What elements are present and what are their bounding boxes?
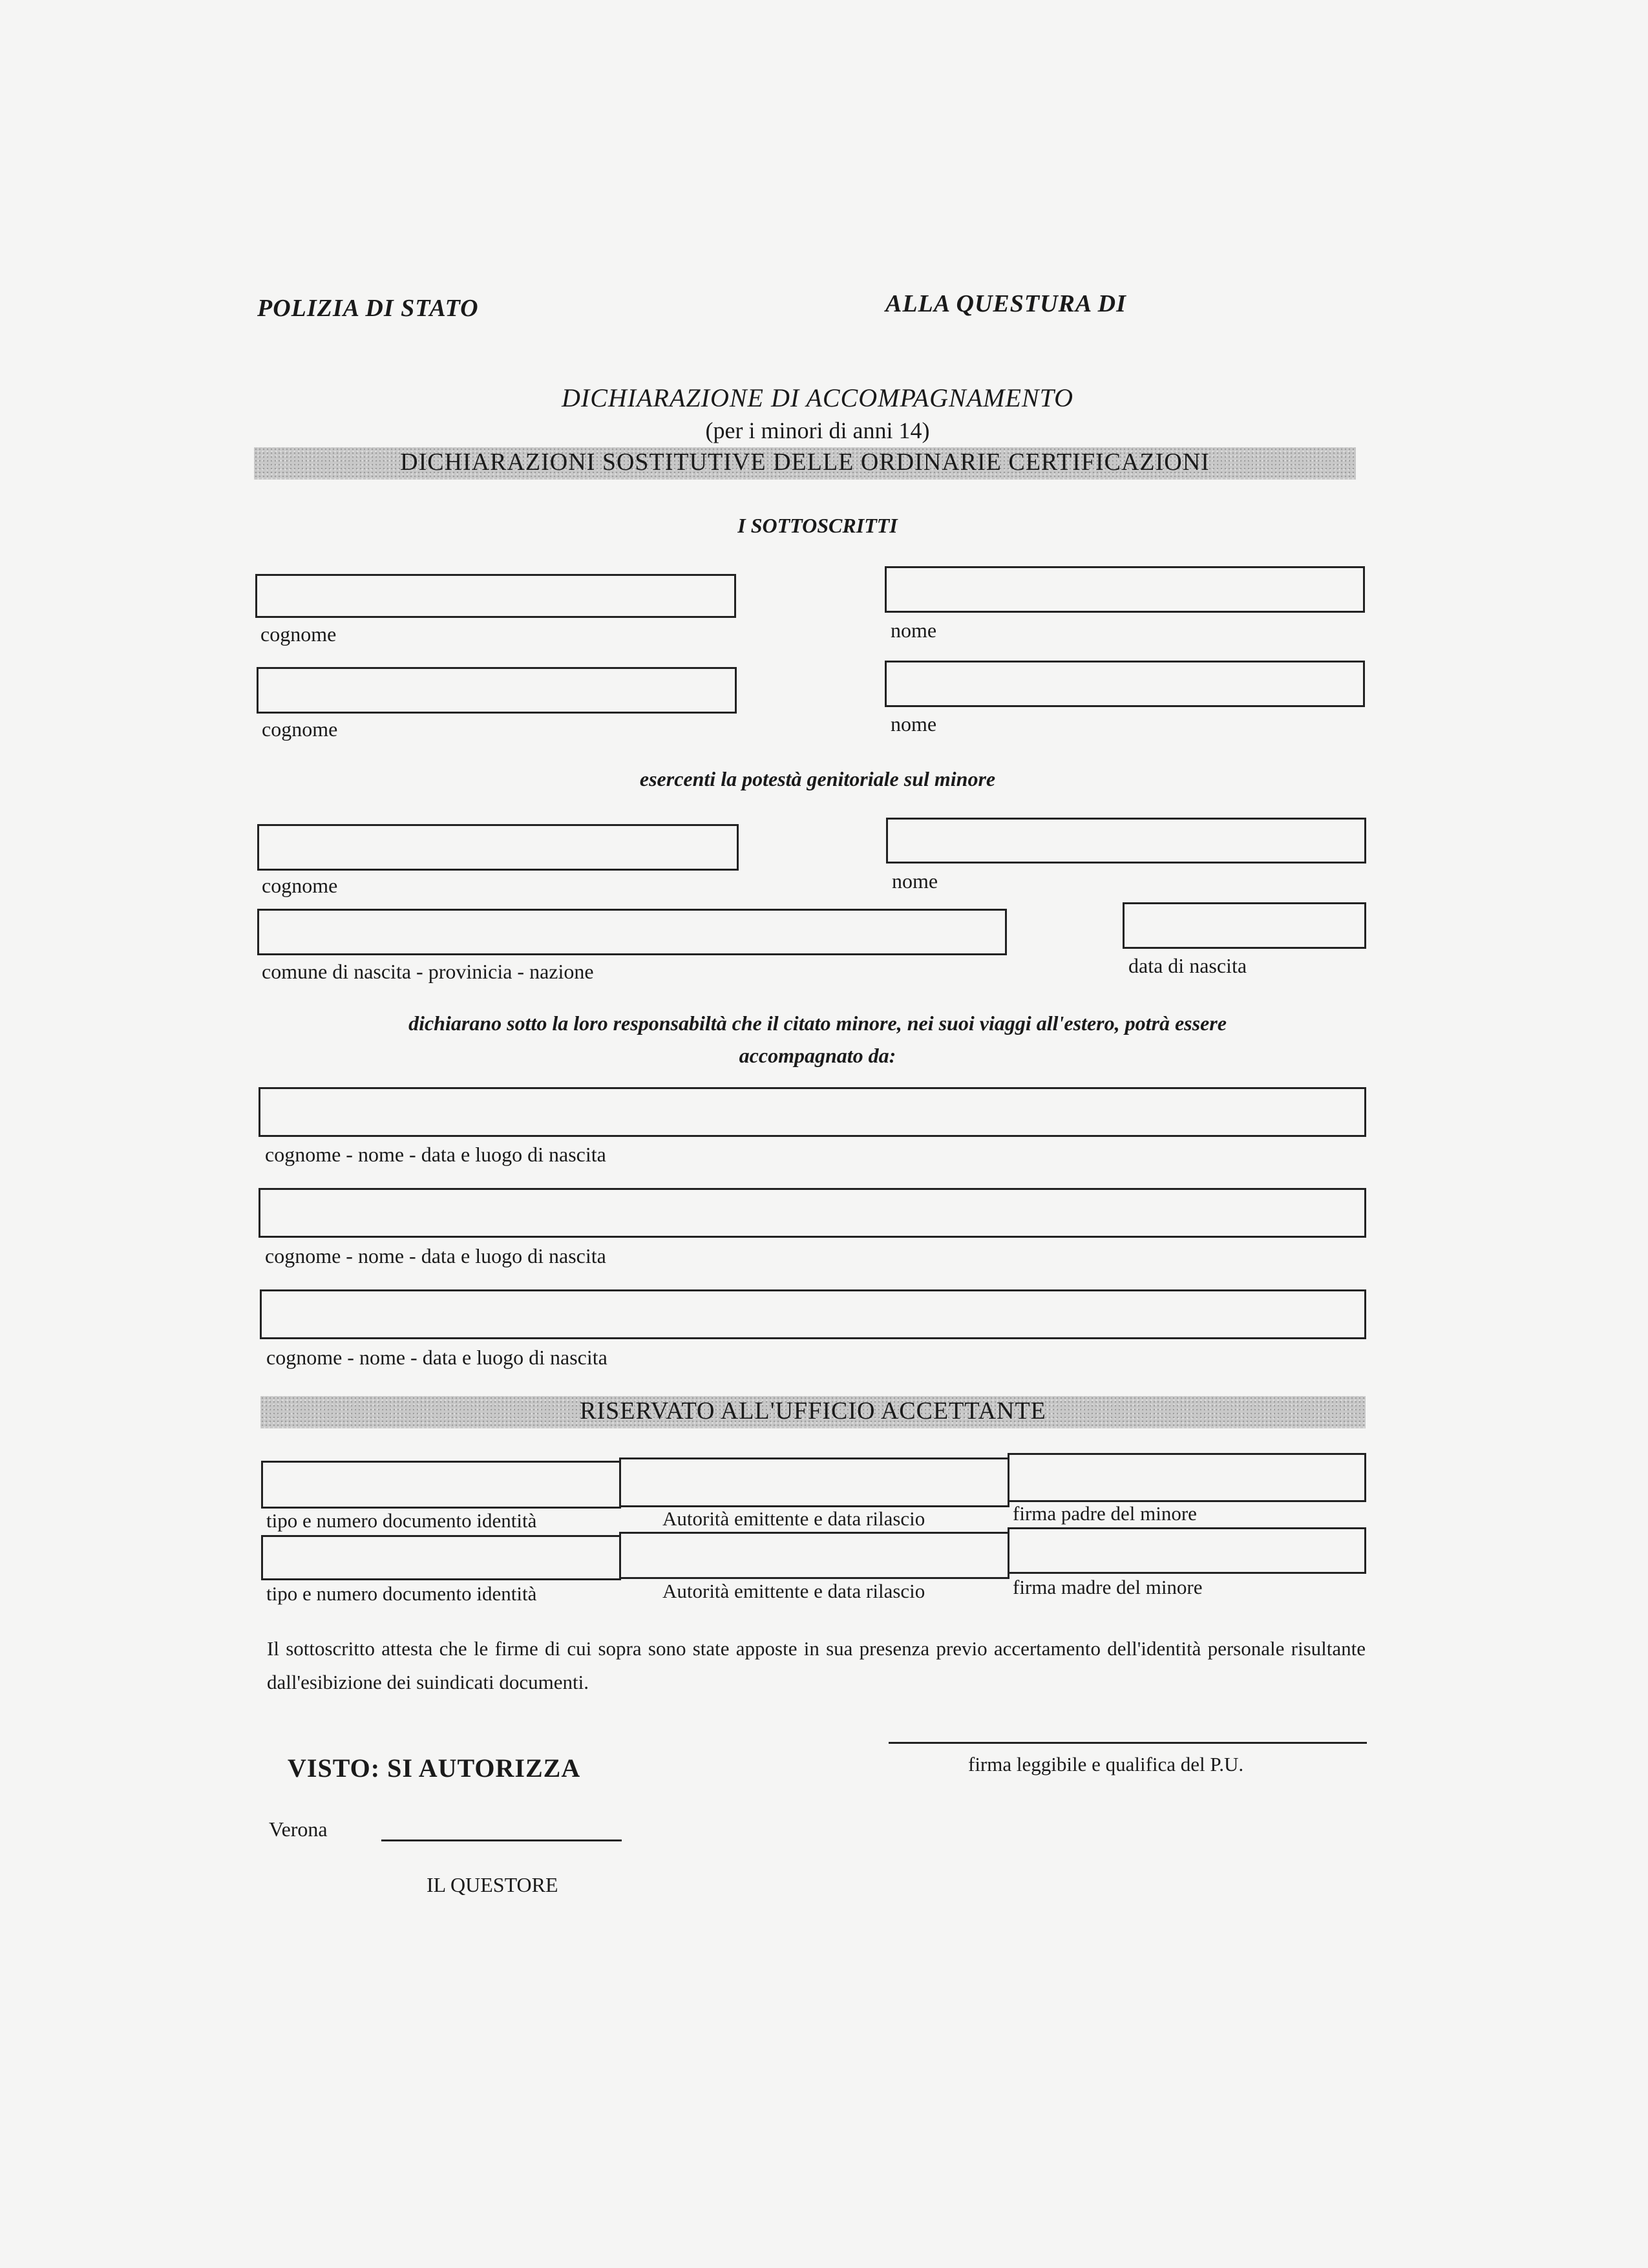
companion3-label: cognome - nome - data e luogo di nascita	[266, 1346, 607, 1369]
signer1-surname-field[interactable]	[255, 574, 736, 618]
mother-document-label: tipo e numero documento identità	[266, 1582, 537, 1605]
signer1-name-field[interactable]	[885, 566, 1365, 613]
form-title: DICHIARAZIONE DI ACCOMPAGNAMENTO	[562, 383, 1073, 412]
banner-office: RISERVATO ALL'UFFICIO ACCETTANTE	[260, 1396, 1366, 1428]
father-signature-field[interactable]	[1008, 1453, 1366, 1502]
header-left-title: POLIZIA DI STATO	[257, 295, 479, 322]
minor-birthdate-label: data di nascita	[1128, 954, 1247, 977]
minor-name-label: nome	[892, 869, 938, 893]
mother-signature-label: firma madre del minore	[1013, 1576, 1203, 1598]
minor-surname-label: cognome	[262, 874, 338, 897]
declaration-line-1: dichiarano sotto la loro responsabiltà che il citato minore, nei suoi viaggi all'estero, potrà essere	[408, 1012, 1227, 1035]
companion3-field[interactable]	[260, 1289, 1366, 1339]
father-authority-field[interactable]	[619, 1457, 1009, 1507]
questore-label: IL QUESTORE	[427, 1873, 558, 1896]
minor-name-field[interactable]	[886, 818, 1366, 864]
mother-document-field[interactable]	[261, 1535, 621, 1580]
minor-birthdate-field[interactable]	[1123, 902, 1366, 949]
section-signers: I SOTTOSCRITTI	[737, 514, 898, 537]
signer2-name-field[interactable]	[885, 661, 1365, 707]
signer2-surname-label: cognome	[262, 717, 338, 741]
mother-signature-field[interactable]	[1008, 1527, 1366, 1574]
signer2-name-label: nome	[891, 712, 937, 736]
date-line[interactable]	[381, 1839, 622, 1841]
declaration-line-2: accompagnato da:	[739, 1044, 896, 1067]
father-document-label: tipo e numero documento identità	[266, 1509, 537, 1532]
signer2-surname-field[interactable]	[257, 667, 737, 714]
visto-authorization: VISTO: SI AUTORIZZA	[288, 1754, 581, 1783]
father-document-field[interactable]	[261, 1461, 621, 1509]
companion2-label: cognome - nome - data e luogo di nascita	[265, 1244, 606, 1267]
officer-signature-line[interactable]	[889, 1742, 1367, 1744]
section-minor: esercenti la potestà genitoriale sul minore	[639, 767, 996, 790]
companion1-field[interactable]	[259, 1087, 1366, 1137]
companion1-label: cognome - nome - data e luogo di nascita	[265, 1143, 606, 1166]
banner-certifications: DICHIARAZIONI SOSTITUTIVE DELLE ORDINARIE CERTIFICAZIONI	[254, 447, 1356, 480]
mother-authority-label: Autorità emittente e data rilascio	[662, 1580, 925, 1602]
companion2-field[interactable]	[259, 1188, 1366, 1238]
attestation-text: Il sottoscritto attesta che le firme di cui sopra sono state apposte in sua presenza previo accertamento dell'identità personale risultante dall'esibizione dei suindicati documenti.	[267, 1637, 1366, 1693]
minor-birthplace-label: comune di nascita - provinicia - nazione	[262, 960, 594, 983]
mother-authority-field[interactable]	[619, 1532, 1009, 1579]
father-signature-label: firma padre del minore	[1013, 1502, 1197, 1525]
father-authority-label: Autorità emittente e data rilascio	[662, 1507, 925, 1530]
signer1-name-label: nome	[891, 619, 937, 642]
officer-signature-label: firma leggibile e qualifica del P.U.	[968, 1753, 1244, 1775]
minor-birthplace-field[interactable]	[257, 909, 1007, 955]
city-label: Verona	[269, 1818, 328, 1841]
signer1-surname-label: cognome	[260, 622, 337, 646]
header-right-title: ALLA QUESTURA DI	[885, 290, 1126, 317]
form-subtitle: (per i minori di anni 14)	[705, 418, 930, 443]
minor-surname-field[interactable]	[257, 824, 739, 871]
